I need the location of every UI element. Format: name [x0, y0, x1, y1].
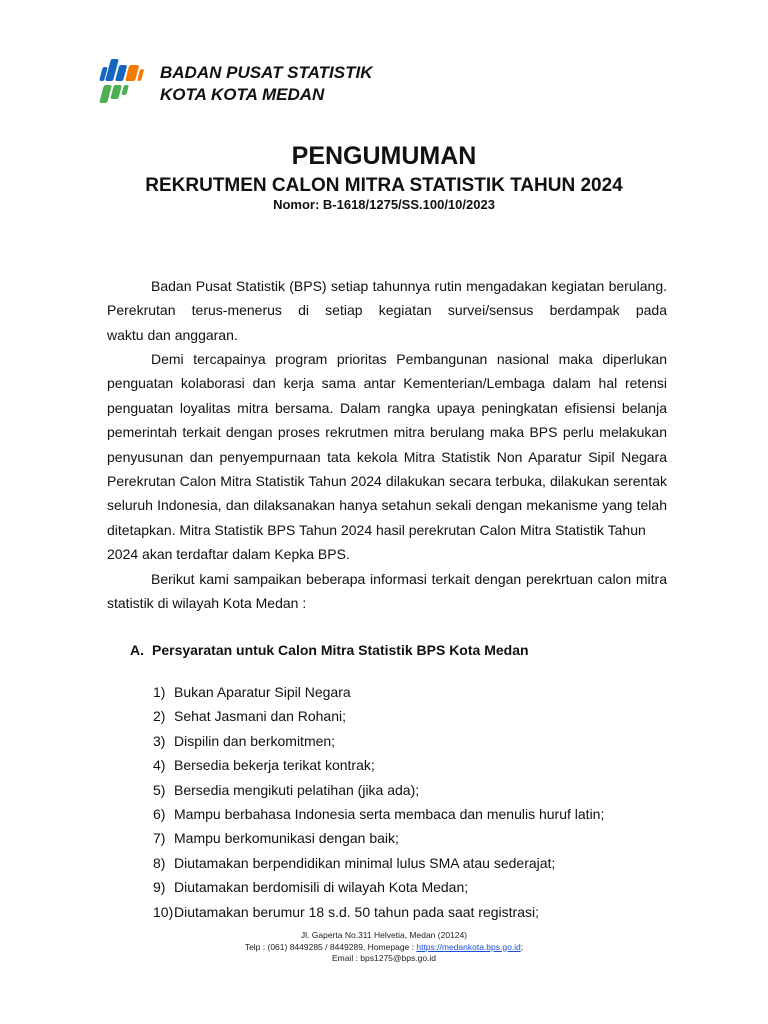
list-number: 1) [153, 684, 166, 700]
list-text: Bukan Aparatur Sipil Negara [174, 684, 351, 700]
requirements-list [153, 680, 604, 924]
paragraph-3 [107, 567, 667, 616]
list-text: Mampu berbahasa Indonesia serta membaca dan menulis huruf latin; [174, 805, 605, 822]
page-footer [0, 930, 768, 965]
paragraph-line: Berikut kami sampaikan beberapa informasi terkait dengan perekrtuan calon mitra [151, 571, 667, 587]
footer-separator: ; [520, 941, 524, 952]
list-number: 6) [153, 805, 166, 822]
paragraph-line: penyusunan dan penyempurnaan tata kekola Mitra Statistik Non Aparatur Sipil Negara [107, 448, 667, 465]
list-text: Dispilin dan berkomitmen; [174, 732, 336, 749]
list-number: 10) [153, 903, 174, 920]
document-title: PENGUMUMAN [291, 142, 477, 170]
list-item [153, 802, 604, 826]
section-letter: A. [130, 642, 144, 658]
list-item [153, 851, 604, 875]
paragraph-line: waktu dan anggaran. [107, 326, 238, 343]
list-text: Mampu berkomunikasi dengan baik; [174, 830, 399, 847]
section-a-heading [130, 640, 529, 660]
list-text: Bersedia bekerja terikat kontrak; [174, 757, 375, 774]
paragraph-line: penguatan loyalitas mitra bersama. Dalam rangka upaya peningkatan efisiensi belanja [107, 399, 667, 416]
paragraph-1 [107, 274, 667, 347]
list-item [153, 875, 604, 899]
list-item [153, 900, 604, 924]
paragraph-line: Badan Pusat Statistik (BPS) setiap tahunnya rutin mengadakan kegiatan berulang. [151, 278, 667, 294]
list-item [153, 729, 604, 753]
list-number: 4) [153, 757, 166, 774]
list-number: 8) [153, 854, 166, 871]
list-number: 2) [153, 708, 166, 725]
paragraph-line: Demi tercapainya program prioritas Pembangunan nasional maka diperlukan [151, 351, 667, 367]
paragraph-2 [107, 347, 667, 567]
list-number: 9) [153, 879, 166, 896]
list-number: 5) [153, 781, 166, 798]
list-item [153, 826, 604, 850]
document-subtitle: REKRUTMEN CALON MITRA STATISTIK TAHUN 2024 [145, 175, 623, 196]
list-text: Bersedia mengikuti pelatihan (jika ada); [174, 781, 420, 798]
paragraph-line: pemerintah terkait dengan proses rekrutmen mitra berulang maka BPS perlu melakukan [107, 424, 667, 441]
paragraph-line: Perekrutan terus-menerus di setiap kegiatan survei/sensus berdampak pada [107, 302, 667, 319]
paragraph-line: seluruh Indonesia, dan dilaksanakan hanya setahun sekali dengan mekanisme yang telah [107, 497, 667, 514]
footer-phone: Telp : (061) 8449285 / 8449289, Homepage : [244, 941, 417, 952]
section-title: Persyaratan untuk Calon Mitra Statistik BPS Kota Medan [152, 642, 529, 658]
list-item [153, 704, 604, 728]
list-item [153, 680, 604, 704]
list-item [153, 778, 604, 802]
paragraph-line: Perekrutan Calon Mitra Statistik Tahun 2024 dilakukan secara terbuka, dilakukan serentak [107, 472, 667, 489]
list-number: 3) [153, 732, 166, 749]
footer-email: Email : bps1275@bps.go.id [331, 953, 437, 963]
org-name [160, 62, 373, 106]
bps-logo-icon [92, 55, 150, 111]
paragraph-line: ditetapkan. Mitra Statistik BPS Tahun 2024 hasil perekrutan Calon Mitra Statistik Tahun [107, 521, 646, 538]
list-item [153, 753, 604, 777]
paragraph-line: statistik di wilayah Kota Medan : [107, 595, 307, 612]
org-name-line1: BADAN PUSAT STATISTIK [160, 63, 373, 82]
list-text: Diutamakan berumur 18 s.d. 50 tahun pada saat registrasi; [174, 903, 539, 920]
list-number: 7) [153, 830, 166, 847]
list-text: Sehat Jasmani dan Rohani; [174, 708, 346, 725]
paragraph-line: penguatan kolaborasi dan kerja sama antar Kementerian/Lembaga dalam hal retensi [107, 375, 667, 392]
list-text: Diutamakan berdomisili di wilayah Kota Medan; [174, 879, 469, 896]
footer-contact [0, 942, 768, 954]
homepage-link[interactable]: https://medankota.bps.go.id [416, 941, 521, 952]
paragraph-line: 2024 akan terdaftar dalam Kepka BPS. [107, 546, 350, 563]
document-number: Nomor: B-1618/1275/SS.100/10/2023 [273, 197, 495, 212]
list-text: Diutamakan berpendidikan minimal lulus SMA atau sederajat; [174, 854, 556, 871]
footer-address: Jl. Gaperta No.311 Helvetia, Medan (20124) [300, 930, 468, 940]
org-name-line2: KOTA KOTA MEDAN [160, 85, 325, 104]
